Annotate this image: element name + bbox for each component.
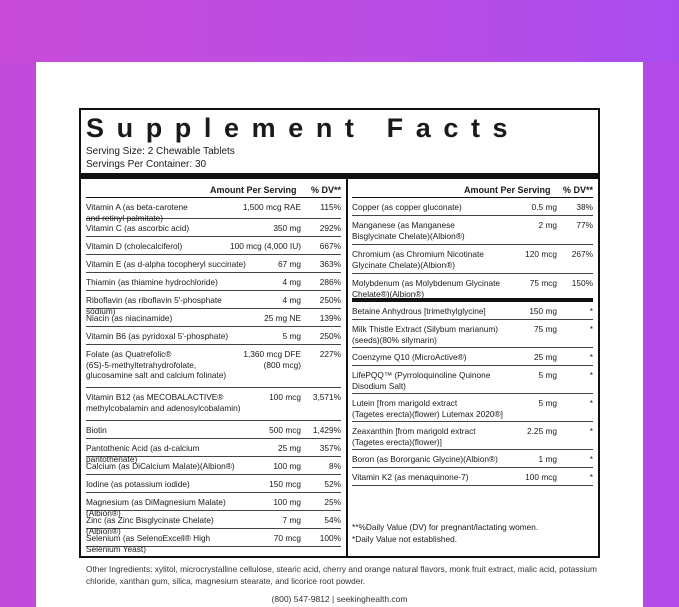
nutrient-name: Riboflavin (as riboflavin 5'-phosphate sodium) xyxy=(86,295,222,316)
nutrient-amount: 7 mg xyxy=(282,515,301,525)
nutrient-row xyxy=(352,348,593,366)
nutrient-row xyxy=(86,529,341,554)
nutrient-amount: 100 mg xyxy=(273,461,301,471)
nutrient-name: LifePQQ™ (Pyrroloquinoline Quinone Disodium Salt) xyxy=(352,370,491,391)
nutrient-name: Milk Thistle Extract (Silybum marianum) (seeds)(80% silymarin) xyxy=(352,324,498,345)
nutrient-name: Vitamin B12 (as MECOBALACTIVE® methylcobalamin and adenosylcobalamin) xyxy=(86,392,241,413)
left-column-header xyxy=(86,181,341,198)
nutrient-row xyxy=(352,366,593,394)
right-column-header xyxy=(352,181,593,198)
nutrient-name: Vitamin D (cholecalciferol) xyxy=(86,241,183,251)
nutrient-amount: 5 mg xyxy=(282,331,301,341)
nutrient-dv: 1,429% xyxy=(312,425,341,435)
nutrient-amount: 0.5 mg xyxy=(531,202,557,212)
nutrient-dv: 292% xyxy=(319,223,341,233)
nutrient-row xyxy=(86,457,341,475)
nutrient-dv: 8% xyxy=(329,461,341,471)
nutrient-row xyxy=(86,388,341,421)
nutrient-row xyxy=(86,198,341,223)
nutrient-row xyxy=(86,345,341,388)
nutrient-name: Vitamin E (as d-alpha tocopheryl succinate) xyxy=(86,259,246,269)
left-rows xyxy=(86,198,341,554)
nutrient-dv: * xyxy=(589,352,593,362)
nutrient-row xyxy=(86,421,341,439)
nutrient-amount: 25 mg NE xyxy=(264,313,301,323)
nutrient-dv: * xyxy=(589,370,593,380)
nutrient-row xyxy=(352,245,593,274)
nutrient-row xyxy=(86,439,341,464)
nutrient-name: Niacin (as niacinamide) xyxy=(86,313,173,323)
nutrient-dv: 227% xyxy=(319,349,341,359)
nutrient-name: Betaine Anhydrous [trimethylglycine] xyxy=(352,306,486,316)
nutrient-dv: * xyxy=(589,472,593,482)
nutrient-amount: 1 mg xyxy=(538,454,557,464)
nutrient-name: Iodine (as potassium iodide) xyxy=(86,479,190,489)
nutrient-amount: 4 mg xyxy=(282,295,301,305)
nutrient-dv: * xyxy=(589,398,593,408)
nutrient-dv: * xyxy=(589,306,593,316)
nutrient-name: Folate (as Quatrefolic® (6S)-5-methyltetrahydrofolate, glucosamine salt and calcium folinate) xyxy=(86,349,227,380)
panel-title: Supplement Facts xyxy=(86,113,521,143)
nutrient-amount: 5 mg xyxy=(538,370,557,380)
nutrient-row xyxy=(86,237,341,255)
nutrient-row xyxy=(86,255,341,273)
nutrient-dv: 139% xyxy=(319,313,341,323)
nutrient-amount: 2.25 mg xyxy=(527,426,557,436)
nutrient-dv: 363% xyxy=(319,259,341,269)
nutrient-dv: 38% xyxy=(576,202,593,212)
contact-info: (800) 547-9812 | seekinghealth.com xyxy=(271,594,408,604)
nutrient-name: Vitamin A (as beta-carotene and retinyl palmitate) xyxy=(86,202,188,223)
nutrient-amount: 4 mg xyxy=(282,277,301,287)
nutrient-dv: 3,571% xyxy=(312,392,341,402)
nutrient-row xyxy=(86,327,341,345)
nutrient-name: Chromium (as Chromium Nicotinate Glycinate Chelate)(Albion®) xyxy=(352,249,484,270)
nutrient-amount: 1,360 mcg DFE (800 mcg) xyxy=(243,349,301,370)
nutrient-name: Calcium (as DiCalcium Malate)(Albion®) xyxy=(86,461,235,471)
thick-rule xyxy=(81,173,598,179)
nutrient-dv: 54% xyxy=(324,515,341,525)
nutrient-name: Pantothenic Acid (as d-calcium pantothenate) xyxy=(86,443,200,464)
nutrient-row xyxy=(352,422,593,450)
nutrient-amount: 150 mcg xyxy=(269,479,301,489)
nutrient-row xyxy=(352,394,593,422)
nutrient-dv: 25% xyxy=(324,497,341,507)
nutrient-amount: 500 mcg xyxy=(269,425,301,435)
nutrient-amount: 100 mcg xyxy=(525,472,557,482)
nutrient-name: Thiamin (as thiamine hydrochloride) xyxy=(86,277,218,287)
nutrient-name: Copper (as copper gluconate) xyxy=(352,202,462,212)
other-ingredients: Other Ingredients: xylitol, microcrystalline cellulose, stearic acid, cherry and orange natural flavors, monk fruit extract, malic acid, potassium chloride, xanthan gum, silica, magnesium stearate, and licorice root powder. xyxy=(86,564,597,586)
serving-size: Serving Size: 2 Chewable Tablets xyxy=(86,146,235,157)
nutrient-amount: 120 mcg xyxy=(525,249,557,259)
nutrient-row xyxy=(352,450,593,468)
nutrient-dv: 250% xyxy=(319,295,341,305)
nutrient-name: Vitamin C (as ascorbic acid) xyxy=(86,223,190,233)
left-column xyxy=(86,181,341,554)
amount-header: Amount Per Serving xyxy=(210,185,297,195)
column-divider xyxy=(346,177,348,556)
nutrient-amount: 100 mcg xyxy=(269,392,301,402)
nutrient-dv: 286% xyxy=(319,277,341,287)
nutrient-row xyxy=(352,198,593,216)
nutrient-amount: 75 mg xyxy=(533,324,557,334)
nutrient-name: Coenzyme Q10 (MicroActive®) xyxy=(352,352,467,362)
nutrient-name: Biotin xyxy=(86,425,107,435)
nutrient-dv: * xyxy=(589,324,593,334)
footnote-not-established: *Daily Value not established. xyxy=(352,534,458,544)
nutrient-amount: 1,500 mcg RAE xyxy=(242,202,301,212)
nutrient-name: Magnesium (as DiMagnesium Malate)(Albion®) xyxy=(86,497,226,518)
footnote-dv: **%Daily Value (DV) for pregnant/lactating women. xyxy=(352,522,539,532)
nutrient-amount: 100 mcg (4,000 IU) xyxy=(229,241,301,251)
nutrient-amount: 100 mg xyxy=(273,497,301,507)
nutrient-row xyxy=(352,320,593,348)
nutrient-name: Boron (as Bororganic Glycine)(Albion®) xyxy=(352,454,498,464)
nutrient-row xyxy=(86,219,341,237)
nutrient-row xyxy=(352,274,593,302)
nutrient-dv: 150% xyxy=(571,278,593,288)
right-rows xyxy=(352,198,593,486)
dv-header: % DV** xyxy=(310,185,341,195)
nutrient-dv: 267% xyxy=(571,249,593,259)
nutrient-dv: 250% xyxy=(319,331,341,341)
nutrient-dv: * xyxy=(589,426,593,436)
nutrient-dv: 667% xyxy=(319,241,341,251)
nutrient-name: Molybdenum (as Molybdenum Glycinate Chelate®)(Albion®) xyxy=(352,278,501,299)
right-column xyxy=(352,181,593,486)
nutrient-amount: 75 mcg xyxy=(529,278,557,288)
servings-per-container: Servings Per Container: 30 xyxy=(86,159,207,170)
nutrient-amount: 25 mg xyxy=(533,352,557,362)
nutrient-row xyxy=(86,291,341,316)
nutrient-name: Selenium (as SelenoExcell® High Selenium Yeast) xyxy=(86,533,211,554)
nutrient-name: Lutein [from marigold extract (Tagetes erecta)(flower) Lutemax 2020®] xyxy=(352,398,503,419)
nutrient-row xyxy=(352,216,593,245)
nutrient-row xyxy=(86,475,341,493)
nutrient-dv: 357% xyxy=(319,443,341,453)
nutrient-amount: 67 mg xyxy=(277,259,301,269)
nutrient-dv: 115% xyxy=(320,202,341,212)
nutrient-row xyxy=(352,302,593,320)
nutrient-dv: 52% xyxy=(324,479,341,489)
nutrient-amount: 350 mg xyxy=(273,223,301,233)
nutrient-name: Vitamin B6 (as pyridoxal 5'-phosphate) xyxy=(86,331,229,341)
top-gradient-band xyxy=(0,0,679,62)
nutrient-amount: 5 mg xyxy=(538,398,557,408)
nutrient-row xyxy=(86,273,341,291)
nutrient-row xyxy=(86,493,341,518)
nutrient-row xyxy=(352,468,593,486)
nutrient-amount: 70 mcg xyxy=(273,533,301,543)
dv-header: % DV** xyxy=(562,185,593,195)
nutrient-row xyxy=(86,309,341,327)
nutrient-dv: 77% xyxy=(576,220,593,230)
nutrient-amount: 150 mg xyxy=(529,306,557,316)
nutrient-dv: 100% xyxy=(319,533,341,543)
nutrient-amount: 25 mg xyxy=(277,443,301,453)
nutrient-amount: 2 mg xyxy=(538,220,557,230)
nutrient-dv: * xyxy=(589,454,593,464)
nutrient-row xyxy=(86,511,341,536)
amount-header: Amount Per Serving xyxy=(464,185,551,195)
nutrient-name: Zinc (as Zinc Bisglycinate Chelate)(Albion®) xyxy=(86,515,214,536)
nutrient-name: Manganese (as Manganese Bisglycinate Chelate)(Albion®) xyxy=(352,220,465,241)
nutrient-name: Vitamin K2 (as menaquinone-7) xyxy=(352,472,469,482)
nutrient-name: Zeaxanthin [from marigold extract (Tagetes erecta)(flower)] xyxy=(352,426,476,447)
